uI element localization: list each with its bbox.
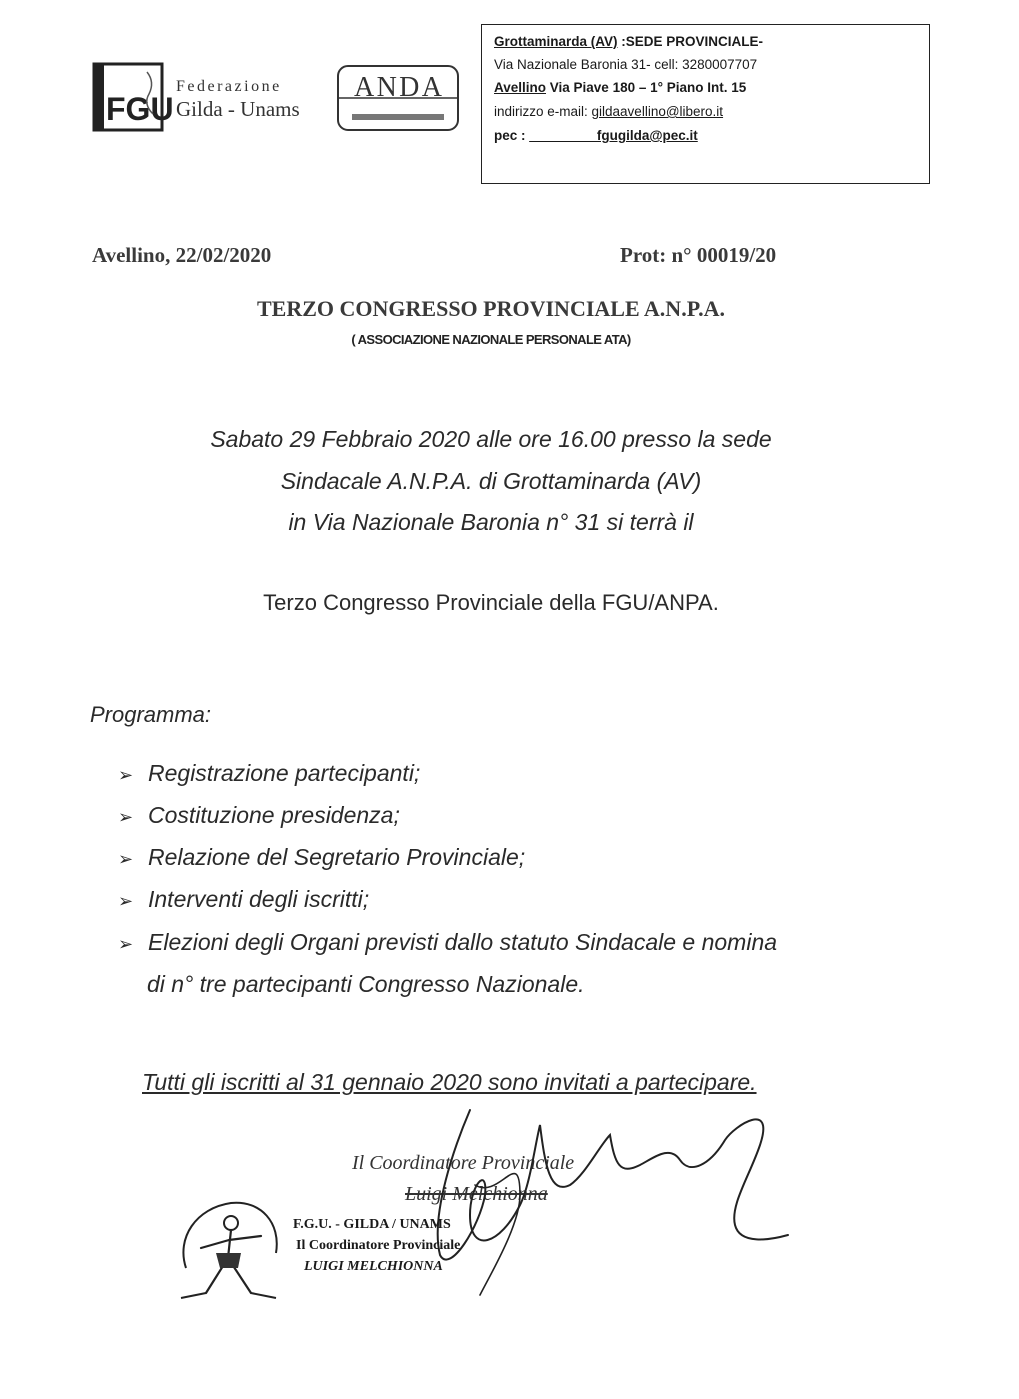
svg-text:FGU: FGU bbox=[106, 91, 174, 127]
program-item bbox=[118, 844, 525, 871]
congress-announcement: Terzo Congresso Provinciale della FGU/ANPA. bbox=[263, 590, 719, 615]
stamp-role: Il Coordinatore Provinciale bbox=[296, 1238, 461, 1253]
protocol-number: Prot: n° 00019/20 bbox=[620, 243, 777, 267]
program-item-label: Costituzione presidenza; bbox=[148, 802, 400, 828]
address-line-5 bbox=[494, 128, 698, 143]
program-item bbox=[118, 802, 400, 829]
federation-label: Federazione bbox=[176, 78, 282, 95]
stamp-name: LUIGI MELCHIONNA bbox=[304, 1259, 443, 1274]
arrow-bullet-icon: ➢ bbox=[118, 807, 134, 827]
program-item-label: Relazione del Segretario Provinciale; bbox=[148, 844, 526, 870]
arrow-bullet-icon: ➢ bbox=[118, 934, 134, 954]
program-item bbox=[118, 929, 777, 956]
address-avellino-street: Via Piave 180 – 1° Piano Int. 15 bbox=[546, 80, 747, 95]
address-line-2: Via Nazionale Baronia 31- cell: 3280007707 bbox=[494, 57, 758, 72]
program-item-label: Interventi degli iscritti; bbox=[148, 886, 370, 912]
document-subtitle: ( ASSOCIAZIONE NAZIONALE PERSONALE ATA) bbox=[351, 332, 631, 347]
pec-label: pec : bbox=[494, 128, 530, 143]
program-item bbox=[118, 760, 420, 787]
program-item-label: Elezioni degli Organi previsti dallo statuto Sindacale e nomina bbox=[148, 929, 778, 955]
arrow-bullet-icon: ➢ bbox=[118, 849, 134, 869]
svg-text:ANDA: ANDA bbox=[354, 72, 442, 103]
address-line-3 bbox=[494, 80, 746, 95]
anda-logo bbox=[334, 62, 462, 134]
intro-line-2: Sindacale A.N.P.A. di Grottaminarda (AV) bbox=[280, 468, 702, 494]
address-place-grottaminarda: Grottaminarda (AV) bbox=[494, 34, 618, 49]
address-sede-label: :SEDE PROVINCIALE- bbox=[617, 34, 764, 49]
stamp-figure-icon bbox=[176, 1198, 286, 1303]
document-date: Avellino, 22/02/2020 bbox=[92, 243, 272, 267]
signature-name-script: Luigi Melchionna bbox=[405, 1183, 548, 1205]
pec-link[interactable]: _________fgugilda@pec.it bbox=[529, 128, 698, 143]
address-line-1 bbox=[494, 34, 763, 49]
intro-line-3: in Via Nazionale Baronia n° 31 si terrà il bbox=[288, 509, 694, 535]
program-item bbox=[118, 886, 369, 913]
address-place-avellino: Avellino bbox=[494, 80, 547, 95]
program-title: Programma: bbox=[90, 702, 212, 727]
email-label: indirizzo e-mail: bbox=[494, 104, 592, 119]
stamp-organization: F.G.U. - GILDA / UNAMS bbox=[293, 1217, 451, 1232]
federation-name: Gilda - Unams bbox=[176, 97, 300, 121]
email-link[interactable]: gildaavellino@libero.it bbox=[591, 104, 724, 119]
closing-invitation: Tutti gli iscritti al 31 gennaio 2020 sono invitati a partecipare. bbox=[142, 1069, 757, 1095]
program-item-label: Registrazione partecipanti; bbox=[148, 760, 421, 786]
signature-role-script: Il Coordinatore Provinciale bbox=[352, 1152, 575, 1174]
handwritten-signature bbox=[370, 1105, 790, 1305]
arrow-bullet-icon: ➢ bbox=[118, 765, 134, 785]
fgu-logo bbox=[92, 62, 174, 132]
arrow-bullet-icon: ➢ bbox=[118, 891, 134, 911]
program-item-continuation: di n° tre partecipanti Congresso Nazionale. bbox=[147, 971, 585, 997]
address-line-4 bbox=[494, 104, 723, 119]
document-title: TERZO CONGRESSO PROVINCIALE A.N.P.A. bbox=[257, 296, 725, 321]
intro-line-1: Sabato 29 Febbraio 2020 alle ore 16.00 presso la sede bbox=[210, 426, 772, 452]
